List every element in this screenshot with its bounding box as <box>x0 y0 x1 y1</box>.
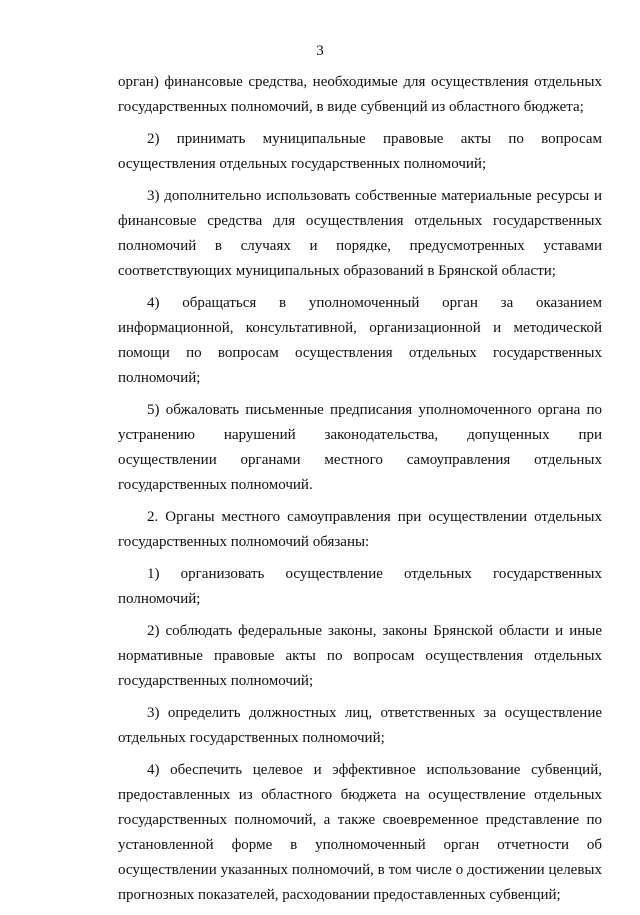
document-body <box>118 70 602 915</box>
paragraph-section-2: 2. Органы местного самоуправления при осуществлении отдельных государственных полномочий обязаны: <box>118 509 602 550</box>
paragraph-continuation: орган) финансовые средства, необходимые для осуществления отдельных государственных полномочий, в виде субвенций из областного бюджета; <box>118 74 602 115</box>
paragraph-item-3: 3) дополнительно использовать собственные материальные ресурсы и финансовые средства для осуществления отдельных государственных полномочий в случаях и порядке, предусмотренных уставами соответствующих муниципальных образований в Брянской области; <box>118 188 602 279</box>
paragraph-duty-3: 3) определить должностных лиц, ответственных за осуществление отдельных государственных полномочий; <box>118 705 602 746</box>
paragraph-item-4: 4) обращаться в уполномоченный орган за оказанием информационной, консультативной, организационной и методической помощи по вопросам осуществления отдельных государственных полномочий; <box>118 295 602 386</box>
paragraph-duty-2: 2) соблюдать федеральные законы, законы Брянской области и иные нормативные правовые акты по вопросам осуществления отдельных государственных полномочий; <box>118 623 602 689</box>
paragraph-duty-1: 1) организовать осуществление отдельных государственных полномочий; <box>118 566 602 607</box>
paragraph-item-5: 5) обжаловать письменные предписания уполномоченного органа по устранению нарушений законодательства, допущенных при осуществлении органами местного самоуправления отдельных государственных полномочий. <box>118 402 602 493</box>
paragraph-item-2: 2) принимать муниципальные правовые акты по вопросам осуществления отдельных государственных полномочий; <box>118 131 602 172</box>
paragraph-duty-4: 4) обеспечить целевое и эффективное использование субвенций, предоставленных из областного бюджета на осуществление отдельных государственных полномочий, а также своевременное представление по установленной форме в уполномоченный орган отчетности об осуществлении указанных полномочий, в том числе о достижении целевых прогнозных показателей, расходовании предоставленных субвенций; <box>118 762 602 903</box>
page-number: 3 <box>316 43 324 59</box>
